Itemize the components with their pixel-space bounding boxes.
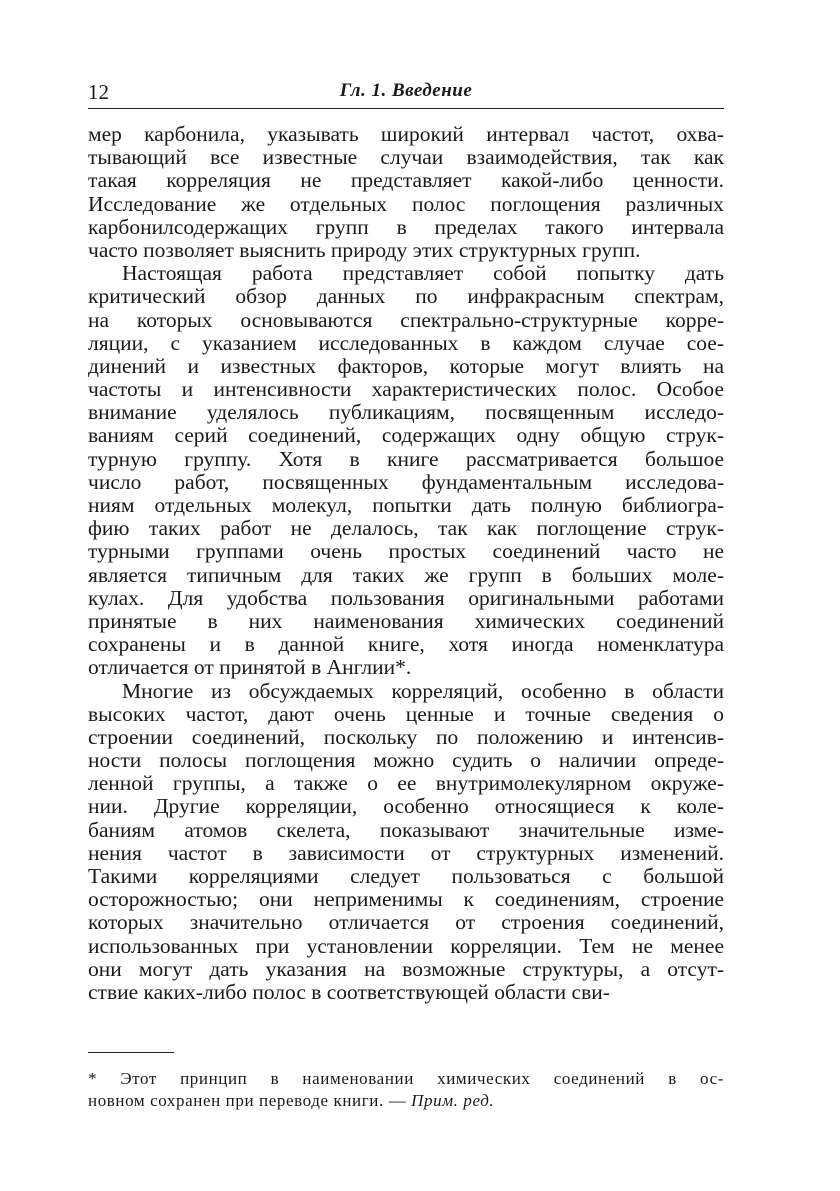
text-line: частоты и интенсивности характеристических полос. Особое xyxy=(88,377,724,402)
footnote-rule xyxy=(88,1052,174,1053)
text-line: использованных при установлении корреляции. Тем не менее xyxy=(88,933,724,958)
text-line: часто позволяет выяснить природу этих структурных групп. xyxy=(88,237,641,262)
text-line: Исследование же отдельных полос поглощения различных xyxy=(88,191,724,216)
text-line: нии. Другие корреляции, особенно относящиеся к коле- xyxy=(88,794,724,819)
text-line: критический обзор данных по инфракрасным спектрам, xyxy=(88,284,724,309)
text-line: сохранены и в данной книге, хотя иногда номенклатура xyxy=(88,632,724,657)
editor-note: Прим. ред. xyxy=(411,1091,495,1110)
paragraph xyxy=(88,262,724,679)
text-line: турными группами очень простых соединений часто не xyxy=(88,539,724,564)
text-line: ствие каких-либо полос в соответствующей области сви- xyxy=(88,979,610,1004)
text-line: карбонилсодержащих групп в пределах такого интервала xyxy=(88,214,724,239)
page-header xyxy=(88,80,724,106)
text-line: высоких частот, дают очень ценные и точные сведения о xyxy=(88,701,724,726)
footnote xyxy=(88,1068,724,1112)
paragraph xyxy=(88,680,724,1005)
text-line: на которых основываются спектрально-структурные корре- xyxy=(88,307,724,332)
paragraph xyxy=(88,123,724,262)
text-line: они могут дать указания на возможные структуры, а отсут- xyxy=(88,956,724,981)
text-line: ляции, с указанием исследованных в каждом случае сое- xyxy=(88,330,724,355)
text-line: является типичным для таких же групп в больших моле- xyxy=(88,562,724,587)
text-line: турную группу. Хотя в книге рассматривается большое xyxy=(88,446,724,471)
text-line: отличается от принятой в Англии*. xyxy=(88,655,412,680)
text-line: кулах. Для удобства пользования оригинальными работами xyxy=(88,585,724,610)
text-line: строении соединений, поскольку по положению и интенсив- xyxy=(88,724,724,749)
text-line: число работ, посвященных фундаментальным исследова- xyxy=(88,469,724,494)
header-rule xyxy=(88,108,724,109)
text-line: Такими корреляциями следует пользоваться с большой xyxy=(88,864,724,888)
text-line: Многие из обсуждаемых корреляций, особенно в области xyxy=(122,678,724,703)
text-line: принятые в них наименования химических соединений xyxy=(88,608,724,633)
page-number: 12 xyxy=(88,80,109,104)
text-line: ваниям серий соединений, содержащих одну общую струк- xyxy=(88,423,724,448)
text-line: осторожностью; они неприменимы к соединениям, строение xyxy=(88,887,724,912)
text-line: внимание уделялось публикациям, посвященным исследо- xyxy=(88,400,724,425)
footnote-line xyxy=(88,1090,724,1112)
text-line: ленной группы, а также о ее внутримолекулярном окруже- xyxy=(88,771,724,796)
footnote-text: новном сохранен при переводе книги. — xyxy=(88,1091,407,1110)
text-line: такая корреляция не представляет какой-либо ценности. xyxy=(88,168,724,193)
text-line: баниям атомов скелета, показывают значительные изме- xyxy=(88,817,724,842)
text-line: ниям отдельных молекул, попытки дать полную библиогра- xyxy=(88,493,724,517)
text-line: которых значительно отличается от строения соединений, xyxy=(88,910,724,935)
text-line: мер карбонила, указывать широкий интервал частот, охва- xyxy=(88,122,724,146)
footnote-line: * Этот принцип в наименовании химических соединений в ос- xyxy=(88,1069,724,1088)
text-line: тывающий все известные случаи взаимодействия, так как xyxy=(88,145,724,170)
running-head: Гл. 1. Введение xyxy=(339,80,473,101)
text-line: ности полосы поглощения можно судить о наличии опреде- xyxy=(88,748,724,773)
text-line: динений и известных факторов, которые могут влиять на xyxy=(88,353,724,378)
text-line: Настоящая работа представляет собой попытку дать xyxy=(122,261,724,286)
text-line: фию таких работ не делалось, так как поглощение струк- xyxy=(88,516,724,541)
body-text xyxy=(88,123,724,1004)
text-line: нения частот в зависимости от структурных изменений. xyxy=(88,840,724,865)
